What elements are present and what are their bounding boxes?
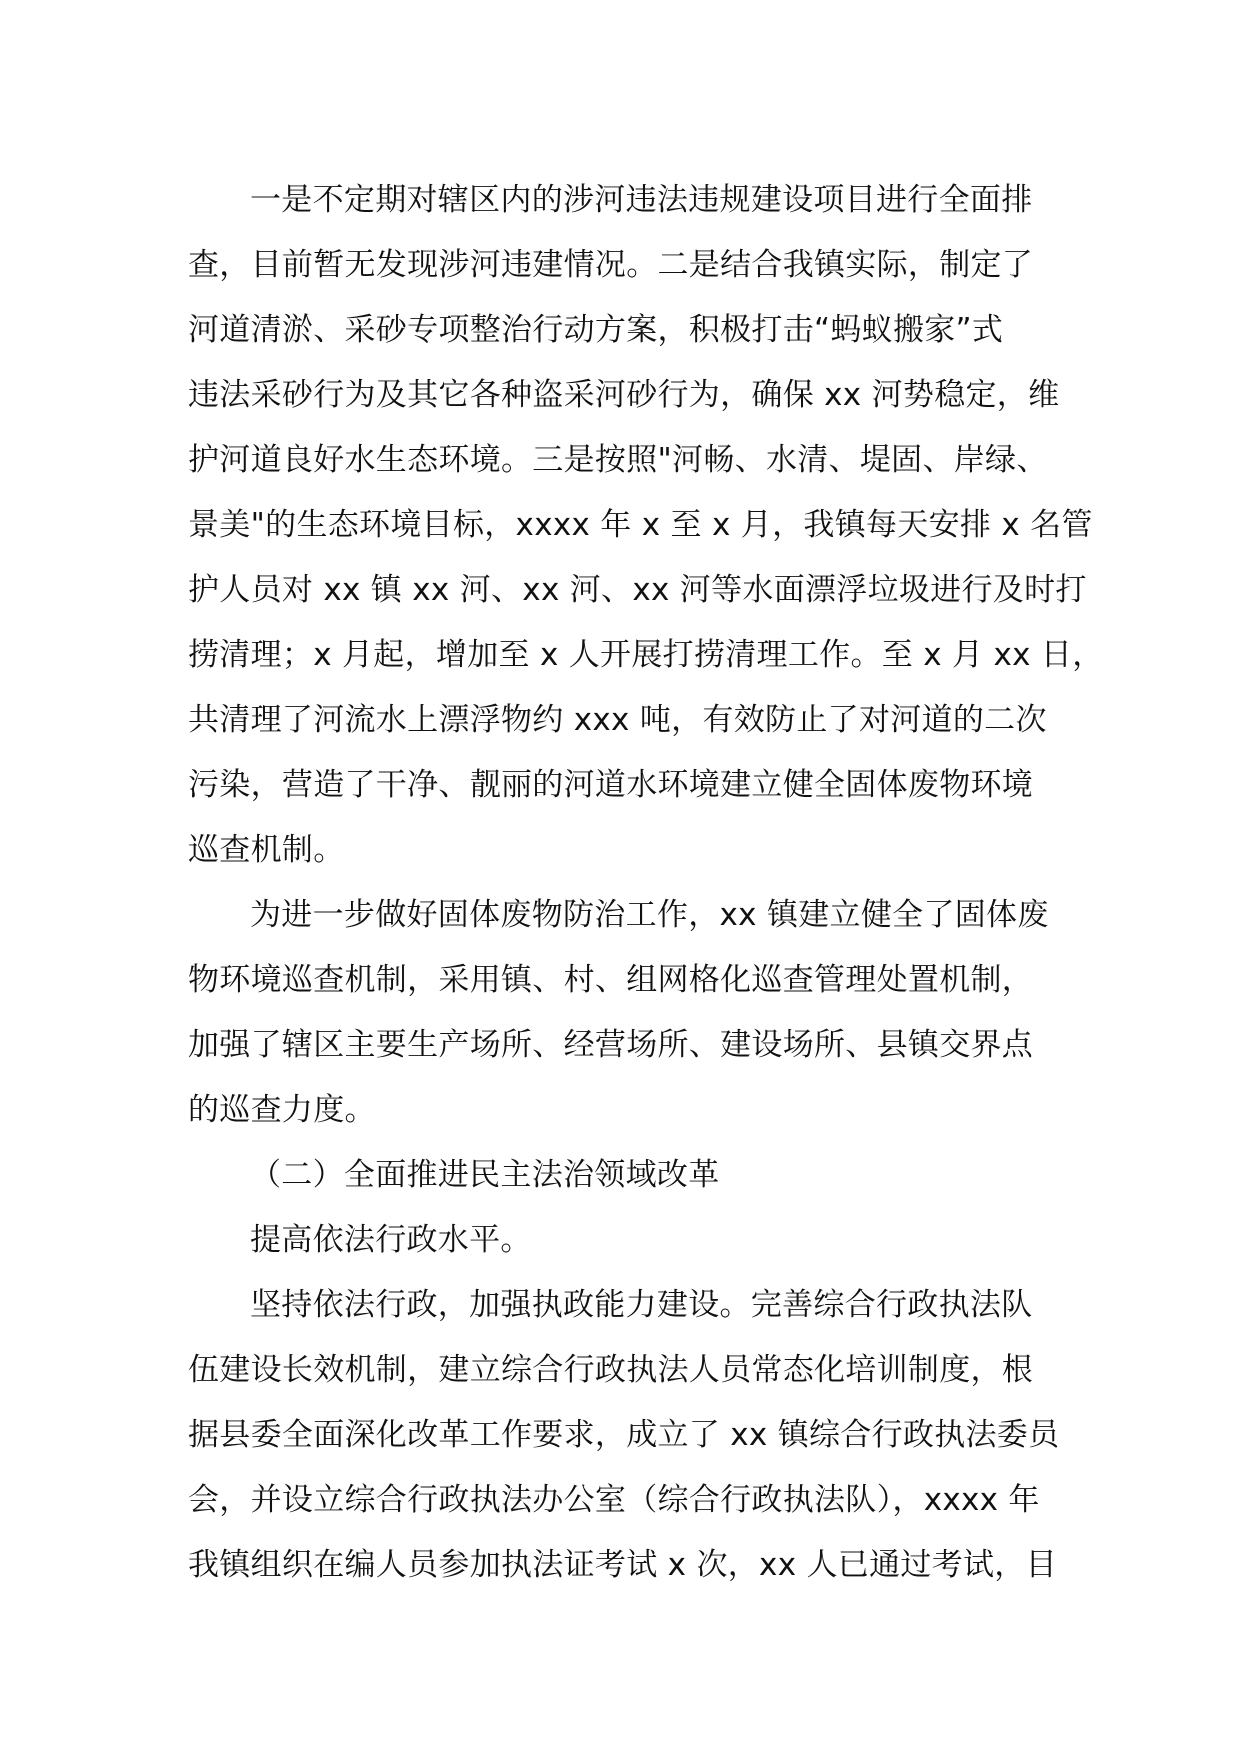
paragraph-1-line-5: 护河道良好水生态环境。三是按照"河畅、水清、堤固、岸绿、 — [188, 442, 1048, 478]
document-body — [188, 168, 1104, 1598]
paragraph-3-line-2: 伍建设长效机制，建立综合行政执法人员常态化培训制度，根 — [188, 1352, 1034, 1388]
paragraph-1-line-3: 河道清淤、采砂专项整治行动方案，积极打击“蚂蚁搬家”式 — [188, 312, 1004, 348]
paragraph-2-line-2: 物环境巡查机制，采用镇、村、组网格化巡查管理处置机制， — [188, 962, 1034, 998]
paragraph-1-line-2: 查，目前暂无发现涉河违建情况。二是结合我镇实际，制定了 — [188, 247, 1034, 283]
paragraph-3-line-5: 我镇组织在编人员参加执法证考试 x 次，xx 人已通过考试，目 — [188, 1547, 1057, 1583]
paragraph-2-line-3: 加强了辖区主要生产场所、经营场所、建设场所、县镇交界点 — [188, 1027, 1034, 1063]
paragraph-1-line-11: 巡查机制。 — [188, 832, 345, 868]
section-subheading: 提高依法行政水平。 — [250, 1222, 532, 1258]
paragraph-1-line-8: 捞清理；x 月起，增加至 x 人开展打捞清理工作。至 x 月 xx 日， — [188, 637, 1104, 673]
paragraph-1-line-10: 污染，营造了干净、靓丽的河道水环境建立健全固体废物环境 — [188, 767, 1034, 803]
paragraph-1-line-7: 护人员对 xx 镇 xx 河、xx 河、xx 河等水面漂浮垃圾进行及时打 — [188, 572, 1087, 608]
section-heading: （二）全面推进民主法治领域改革 — [250, 1157, 720, 1193]
paragraph-1-line-1: 一是不定期对辖区内的涉河违法违规建设项目进行全面排 — [250, 182, 1033, 218]
paragraph-2-line-4: 的巡查力度。 — [188, 1092, 376, 1128]
paragraph-3-line-3: 据县委全面深化改革工作要求，成立了 xx 镇综合行政执法委员 — [188, 1417, 1060, 1453]
paragraph-2-line-1: 为进一步做好固体废物防治工作，xx 镇建立健全了固体废 — [250, 897, 1049, 933]
paragraph-1-line-9: 共清理了河流水上漂浮物约 xxx 吨，有效防止了对河道的二次 — [188, 702, 1047, 738]
paragraph-3-line-4: 会，并设立综合行政执法办公室（综合行政执法队），xxxx 年 — [188, 1482, 1040, 1518]
paragraph-1-line-4: 违法采砂行为及其它各种盗采河砂行为，确保 xx 河势稳定，维 — [188, 377, 1060, 413]
paragraph-3-line-1: 坚持依法行政，加强执政能力建设。完善综合行政执法队 — [250, 1287, 1033, 1323]
paragraph-1-line-6: 景美"的生态环境目标，xxxx 年 x 至 x 月，我镇每天安排 x 名管 — [188, 507, 1093, 543]
